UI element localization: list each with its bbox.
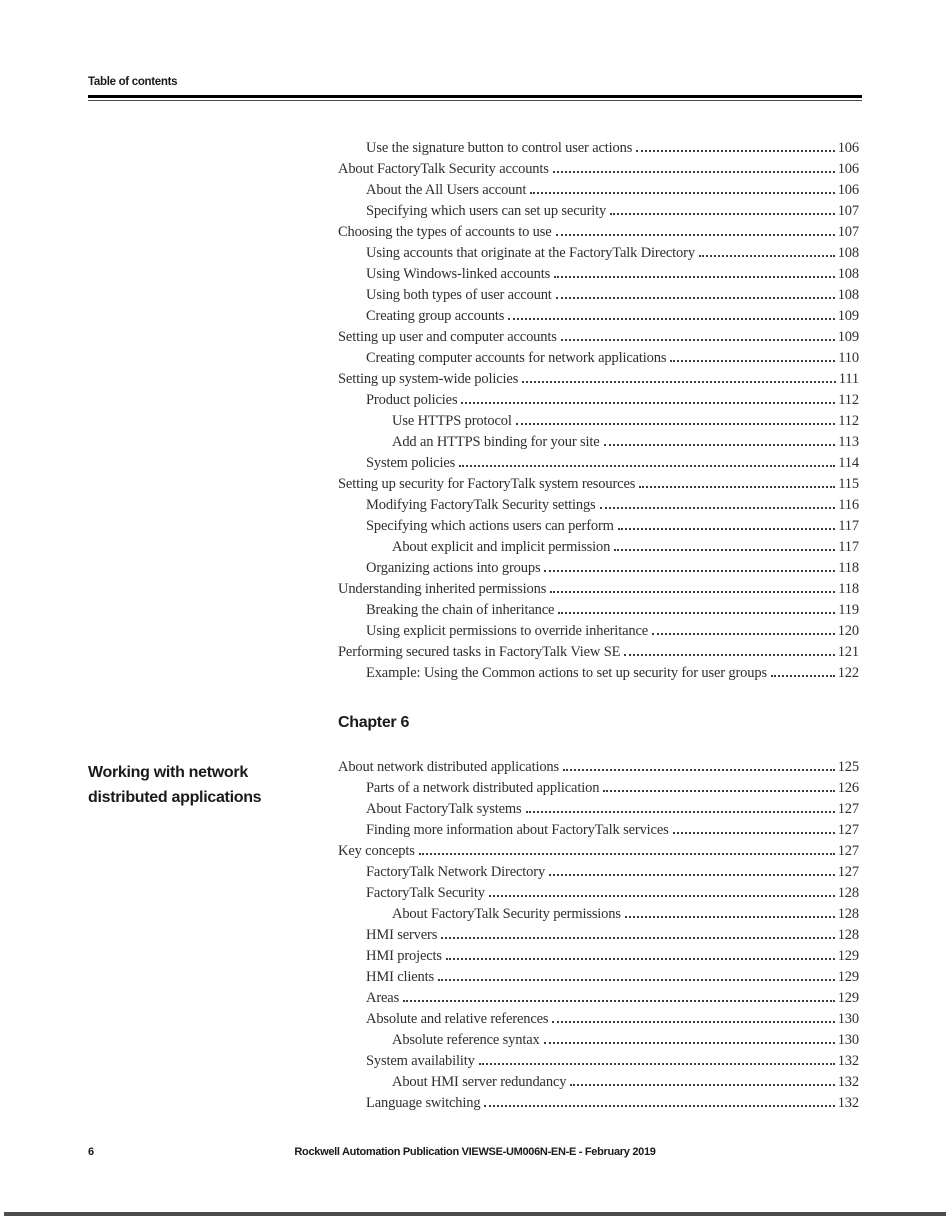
toc-entry-title: Specifying which actions users can perform xyxy=(366,518,614,534)
toc-entry[interactable] xyxy=(338,138,859,159)
toc-entry-page: 106 xyxy=(837,140,859,156)
toc-entry-page: 119 xyxy=(838,602,859,618)
toc-entry-title: About FactoryTalk Security accounts xyxy=(338,161,549,177)
toc-entry[interactable] xyxy=(338,1030,859,1051)
toc-entry[interactable] xyxy=(338,495,859,516)
toc-dot-leader xyxy=(558,612,835,614)
toc-dot-leader xyxy=(403,1000,835,1002)
toc-dot-leader xyxy=(544,1042,835,1044)
toc-entry-title: Organizing actions into groups xyxy=(366,560,541,576)
toc-entry[interactable] xyxy=(338,883,859,904)
toc-entry[interactable] xyxy=(338,600,859,621)
toc-entry-page: 106 xyxy=(837,182,859,198)
toc-entry-page: 110 xyxy=(838,350,859,366)
toc-entry-page: 114 xyxy=(838,455,859,471)
toc-entry[interactable] xyxy=(338,411,859,432)
toc-entry-title: FactoryTalk Network Directory xyxy=(366,864,546,880)
toc-entry-page: 125 xyxy=(837,759,859,775)
toc-entry[interactable] xyxy=(338,453,859,474)
footer-page-number: 6 xyxy=(88,1146,94,1158)
toc-entry-title: Use the signature button to control user actions xyxy=(366,140,633,156)
toc-dot-leader xyxy=(554,276,835,278)
toc-entry-title: HMI projects xyxy=(366,948,442,964)
toc-entry-title: Add an HTTPS binding for your site xyxy=(392,434,600,450)
toc-entry-page: 118 xyxy=(838,560,859,576)
toc-entry[interactable] xyxy=(338,778,859,799)
toc-entry-page: 130 xyxy=(837,1032,859,1048)
toc-dot-leader xyxy=(419,853,835,855)
toc-entry-page: 108 xyxy=(837,245,859,261)
toc-entry-page: 107 xyxy=(837,224,859,240)
toc-dot-leader xyxy=(670,360,835,362)
toc-dot-leader xyxy=(489,895,835,897)
toc-dot-leader xyxy=(625,916,835,918)
toc-entry-title: System policies xyxy=(366,455,456,471)
toc-entry-title: Breaking the chain of inheritance xyxy=(366,602,555,618)
toc-entry[interactable] xyxy=(338,1051,859,1072)
toc-entry-title: Using explicit permissions to override inheritance xyxy=(366,623,649,639)
toc-entry-title: About HMI server redundancy xyxy=(392,1074,567,1090)
toc-entry[interactable] xyxy=(338,306,859,327)
toc-entry-page: 127 xyxy=(837,864,859,880)
sidebar-chapter-title-line: Working with network xyxy=(88,764,248,781)
toc-entry-title: Product policies xyxy=(366,392,458,408)
toc-dot-leader xyxy=(639,486,835,488)
toc-entry-page: 108 xyxy=(837,266,859,282)
toc-entry[interactable] xyxy=(338,841,859,862)
toc-entry[interactable] xyxy=(338,390,859,411)
toc-entry[interactable] xyxy=(338,285,859,306)
sidebar-chapter-title xyxy=(88,760,328,810)
toc-dot-leader xyxy=(441,937,834,939)
toc-entry-page: 109 xyxy=(837,329,859,345)
toc-entry[interactable] xyxy=(338,621,859,642)
toc-entry-page: 126 xyxy=(837,780,859,796)
toc-dot-leader xyxy=(603,790,834,792)
toc-dot-leader xyxy=(652,633,835,635)
header-rule xyxy=(88,95,862,101)
toc-entry-page: 132 xyxy=(837,1053,859,1069)
toc-entry[interactable] xyxy=(338,474,859,495)
toc-entry[interactable] xyxy=(338,820,859,841)
toc-entry-title: Setting up user and computer accounts xyxy=(338,329,557,345)
toc-entry-title: Absolute and relative references xyxy=(366,1011,549,1027)
toc-dot-leader xyxy=(479,1063,835,1065)
toc-entry-page: 132 xyxy=(837,1074,859,1090)
toc-entry[interactable] xyxy=(338,201,859,222)
toc-entry[interactable] xyxy=(338,925,859,946)
toc-entry-page: 113 xyxy=(838,434,859,450)
toc-dot-leader xyxy=(604,444,836,446)
toc-entry[interactable] xyxy=(338,537,859,558)
toc-entry[interactable] xyxy=(338,579,859,600)
toc-entry[interactable] xyxy=(338,946,859,967)
toc-entry-page: 118 xyxy=(838,581,859,597)
toc-entry-title: Modifying FactoryTalk Security settings xyxy=(366,497,596,513)
toc-dot-leader xyxy=(438,979,835,981)
toc-entry-title: About FactoryTalk Security permissions xyxy=(392,906,621,922)
toc-dot-leader xyxy=(446,958,835,960)
toc-entry-title: Example: Using the Common actions to set up security for user groups xyxy=(366,665,767,681)
toc-entry-title: Language switching xyxy=(366,1095,481,1111)
toc-entry-page: 127 xyxy=(837,843,859,859)
toc-entry-page: 121 xyxy=(837,644,859,660)
toc-entry[interactable] xyxy=(338,988,859,1009)
toc-dot-leader xyxy=(522,381,836,383)
toc-entry-title: About explicit and implicit permission xyxy=(392,539,611,555)
toc-entry[interactable] xyxy=(338,799,859,820)
page-bottom-edge xyxy=(4,1212,946,1216)
toc-dot-leader xyxy=(530,192,834,194)
toc-entry[interactable] xyxy=(338,663,859,684)
toc-entry-page: 129 xyxy=(837,969,859,985)
toc-entry-page: 132 xyxy=(837,1095,859,1111)
toc-entry-page: 106 xyxy=(837,161,859,177)
toc-entry-page: 115 xyxy=(838,476,859,492)
toc-entry-page: 127 xyxy=(837,822,859,838)
toc-dot-leader xyxy=(570,1084,834,1086)
toc-entry-page: 112 xyxy=(838,392,859,408)
toc-dot-leader xyxy=(459,465,835,467)
toc-entry[interactable] xyxy=(338,243,859,264)
toc-entry[interactable] xyxy=(338,967,859,988)
toc-entry[interactable] xyxy=(338,862,859,883)
toc-entry-page: 129 xyxy=(837,990,859,1006)
toc-entry[interactable] xyxy=(338,904,859,925)
toc-entry[interactable] xyxy=(338,432,859,453)
toc-dot-leader xyxy=(563,769,835,771)
toc-entry-page: 112 xyxy=(838,413,859,429)
toc-dot-leader xyxy=(461,402,835,404)
toc-entry-title: Creating computer accounts for network applications xyxy=(366,350,667,366)
toc-entry-title: Using both types of user account xyxy=(366,287,552,303)
toc-dot-leader xyxy=(552,1021,834,1023)
toc-dot-leader xyxy=(508,318,834,320)
toc-entry[interactable] xyxy=(338,348,859,369)
toc-entry-title: About the All Users account xyxy=(366,182,527,198)
toc-entry-title: Using accounts that originate at the FactoryTalk Directory xyxy=(366,245,695,261)
toc-entry-page: 127 xyxy=(837,801,859,817)
toc-dot-leader xyxy=(553,171,835,173)
toc-entry-title: Setting up system-wide policies xyxy=(338,371,519,387)
toc-entry-title: Areas xyxy=(366,990,400,1006)
toc-entry-page: 129 xyxy=(837,948,859,964)
toc-entry-page: 128 xyxy=(837,906,859,922)
toc-dot-leader xyxy=(549,874,835,876)
toc-entry-title: Key concepts xyxy=(338,843,415,859)
toc-dot-leader xyxy=(673,832,835,834)
toc-entry-page: 111 xyxy=(838,371,859,387)
toc-entry[interactable] xyxy=(338,757,859,778)
toc-entry-title: Parts of a network distributed application xyxy=(366,780,600,796)
toc-dot-leader xyxy=(550,591,835,593)
toc-entry-title: HMI clients xyxy=(366,969,435,985)
toc-entry-page: 109 xyxy=(837,308,859,324)
toc-entry-title: HMI servers xyxy=(366,927,438,943)
toc-entry-title: Using Windows-linked accounts xyxy=(366,266,551,282)
toc-section-continuation xyxy=(338,138,859,684)
toc-entry-title: Performing secured tasks in FactoryTalk View SE xyxy=(338,644,621,660)
toc-entry[interactable] xyxy=(338,1072,859,1093)
toc-entry-page: 117 xyxy=(838,518,859,534)
toc-entry[interactable] xyxy=(338,369,859,390)
toc-entry-title: Absolute reference syntax xyxy=(392,1032,540,1048)
toc-entry[interactable] xyxy=(338,180,859,201)
toc-entry[interactable] xyxy=(338,159,859,180)
toc-entry-page: 128 xyxy=(837,927,859,943)
toc-entry[interactable] xyxy=(338,1009,859,1030)
toc-entry[interactable] xyxy=(338,642,859,663)
toc-entry[interactable] xyxy=(338,516,859,537)
toc-entry-page: 120 xyxy=(837,623,859,639)
toc-entry-title: Specifying which users can set up security xyxy=(366,203,607,219)
toc-dot-leader xyxy=(516,423,835,425)
toc-entry-title: FactoryTalk Security xyxy=(366,885,485,901)
running-header: Table of contents xyxy=(88,76,178,88)
toc-entry-page: 108 xyxy=(837,287,859,303)
toc-entry[interactable] xyxy=(338,558,859,579)
toc-dot-leader xyxy=(699,255,835,257)
toc-entry-title: Choosing the types of accounts to use xyxy=(338,224,552,240)
toc-entry-page: 116 xyxy=(838,497,859,513)
toc-dot-leader xyxy=(636,150,834,152)
toc-entry-title: About FactoryTalk systems xyxy=(366,801,522,817)
toc-entry-page: 122 xyxy=(837,665,859,681)
toc-dot-leader xyxy=(624,654,834,656)
toc-entry[interactable] xyxy=(338,264,859,285)
toc-dot-leader xyxy=(556,234,835,236)
toc-entry-title: Finding more information about FactoryTalk services xyxy=(366,822,669,838)
toc-dot-leader xyxy=(544,570,835,572)
toc-dot-leader xyxy=(484,1105,834,1107)
toc-entry-title: Creating group accounts xyxy=(366,308,505,324)
toc-dot-leader xyxy=(526,811,835,813)
toc-entry-page: 117 xyxy=(838,539,859,555)
toc-entry-title: Understanding inherited permissions xyxy=(338,581,547,597)
chapter-heading: Chapter 6 xyxy=(338,714,410,731)
footer-publication-text: Rockwell Automation Publication VIEWSE-UM006N-EN-E - February 2019 xyxy=(294,1146,656,1158)
toc-entry-page: 130 xyxy=(837,1011,859,1027)
toc-dot-leader xyxy=(561,339,835,341)
toc-dot-leader xyxy=(610,213,835,215)
toc-dot-leader xyxy=(771,675,835,677)
toc-entry[interactable] xyxy=(338,222,859,243)
toc-entry[interactable] xyxy=(338,327,859,348)
toc-dot-leader xyxy=(600,507,836,509)
toc-entry-title: Use HTTPS protocol xyxy=(392,413,512,429)
toc-entry[interactable] xyxy=(338,1093,859,1114)
toc-dot-leader xyxy=(614,549,835,551)
toc-entry-title: Setting up security for FactoryTalk system resources xyxy=(338,476,636,492)
toc-entry-page: 128 xyxy=(837,885,859,901)
sidebar-chapter-title-line: distributed applications xyxy=(88,789,262,806)
toc-dot-leader xyxy=(618,528,835,530)
toc-entry-title: System availability xyxy=(366,1053,475,1069)
toc-entry-title: About network distributed applications xyxy=(338,759,560,775)
toc-dot-leader xyxy=(556,297,835,299)
toc-section-chapter-6 xyxy=(338,757,859,1114)
toc-entry-page: 107 xyxy=(837,203,859,219)
